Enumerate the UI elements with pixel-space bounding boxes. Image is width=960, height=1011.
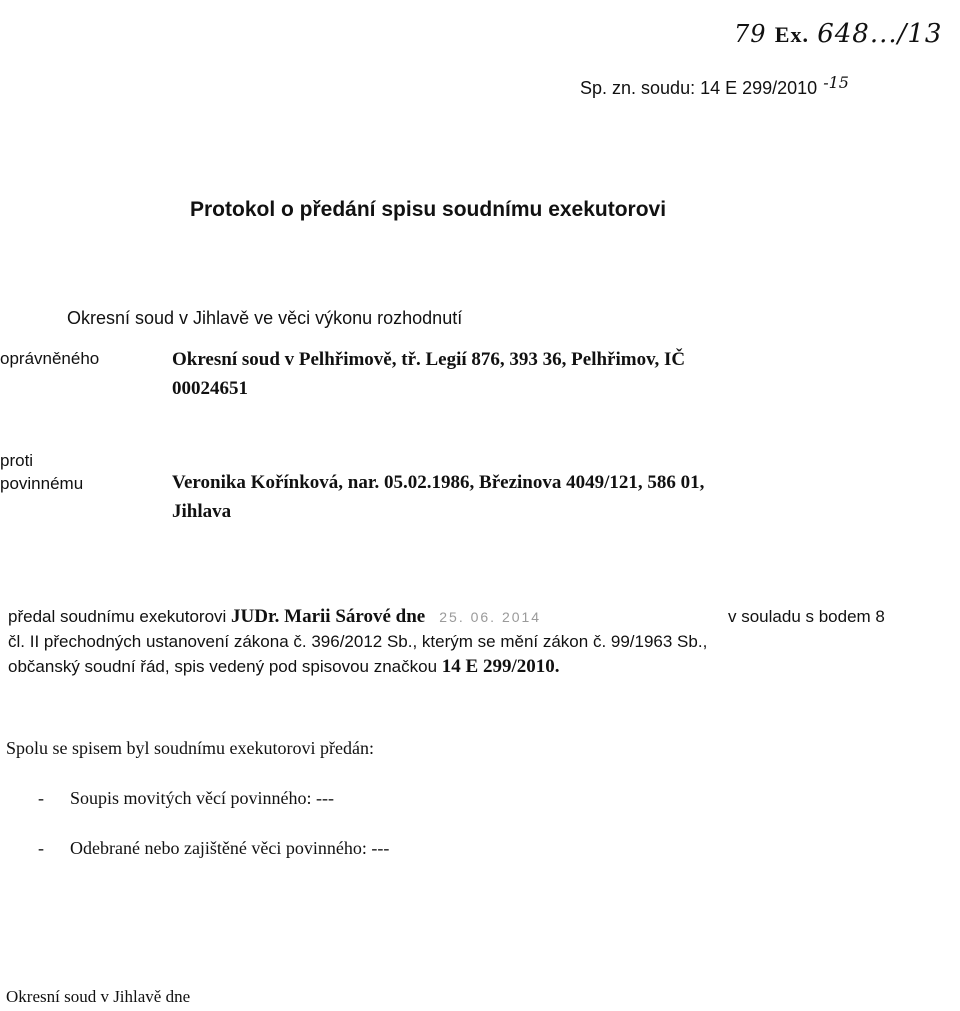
list-item [38, 838, 389, 859]
handover-line-1 [8, 604, 948, 629]
enclosed-intro: Spolu se spisem byl soudnímu exekutorovi předán: [6, 738, 374, 758]
handover-line-2: čl. II přechodných ustanovení zákona č. 396/2012 Sb., kterým se mění zákon č. 99/1963 Sb., [8, 632, 708, 651]
intro-text: Okresní soud v Jihlavě ve věci výkonu rozhodnutí [67, 308, 463, 328]
handover-line-3-prefix: občanský soudní řád, spis vedený pod spisovou značkou [8, 657, 442, 676]
list-item-text: Odebrané nebo zajištěné věci povinného: --- [70, 838, 390, 858]
file-mark [734, 18, 942, 49]
date-stamp: 25. 06. 2014 [439, 609, 542, 625]
debtor-details [172, 468, 704, 526]
case-reference-text: Sp. zn. soudu: 14 E 299/2010 [580, 78, 818, 98]
case-reference-handwritten: -15 [823, 73, 849, 92]
creditor-label: oprávněného [0, 349, 100, 368]
handover-line-3 [8, 654, 948, 679]
file-mark-number: 79 [734, 20, 767, 48]
list-item [38, 788, 334, 809]
creditor-details [172, 345, 685, 403]
footer-text: Okresní soud v Jihlavě dne [6, 987, 191, 1006]
debtor-line-1: Veronika Kořínková, nar. 05.02.1986, Březinova 4049/121, 586 01, [172, 472, 705, 493]
file-mark-handwritten: 648.../13 [817, 19, 943, 49]
file-mark-ex: Ex. [774, 22, 809, 47]
against-label: proti [0, 451, 34, 470]
file-number: 14 E 299/2010. [441, 656, 560, 677]
case-reference [580, 73, 849, 99]
executor-name: JUDr. Marii Sárové dne [231, 606, 426, 627]
creditor-line-1: Okresní soud v Pelhřimově, tř. Legií 876, 393 36, Pelhřimov, IČ [172, 349, 686, 370]
handover-line-1-suffix: v souladu s bodem 8 [728, 607, 885, 626]
debtor-line-2: Jihlava [172, 501, 232, 522]
creditor-line-2: 00024651 [172, 378, 248, 399]
list-dash: - [38, 838, 44, 858]
document-title: Protokol o předání spisu soudnímu exekutorovi [190, 198, 667, 221]
handover-paragraph [8, 604, 948, 679]
list-item-text: Soupis movitých věcí povinného: --- [70, 788, 334, 808]
handover-line-1-prefix: předal soudnímu exekutorovi [8, 607, 232, 626]
list-dash: - [38, 788, 44, 808]
debtor-label: povinnému [0, 474, 84, 493]
